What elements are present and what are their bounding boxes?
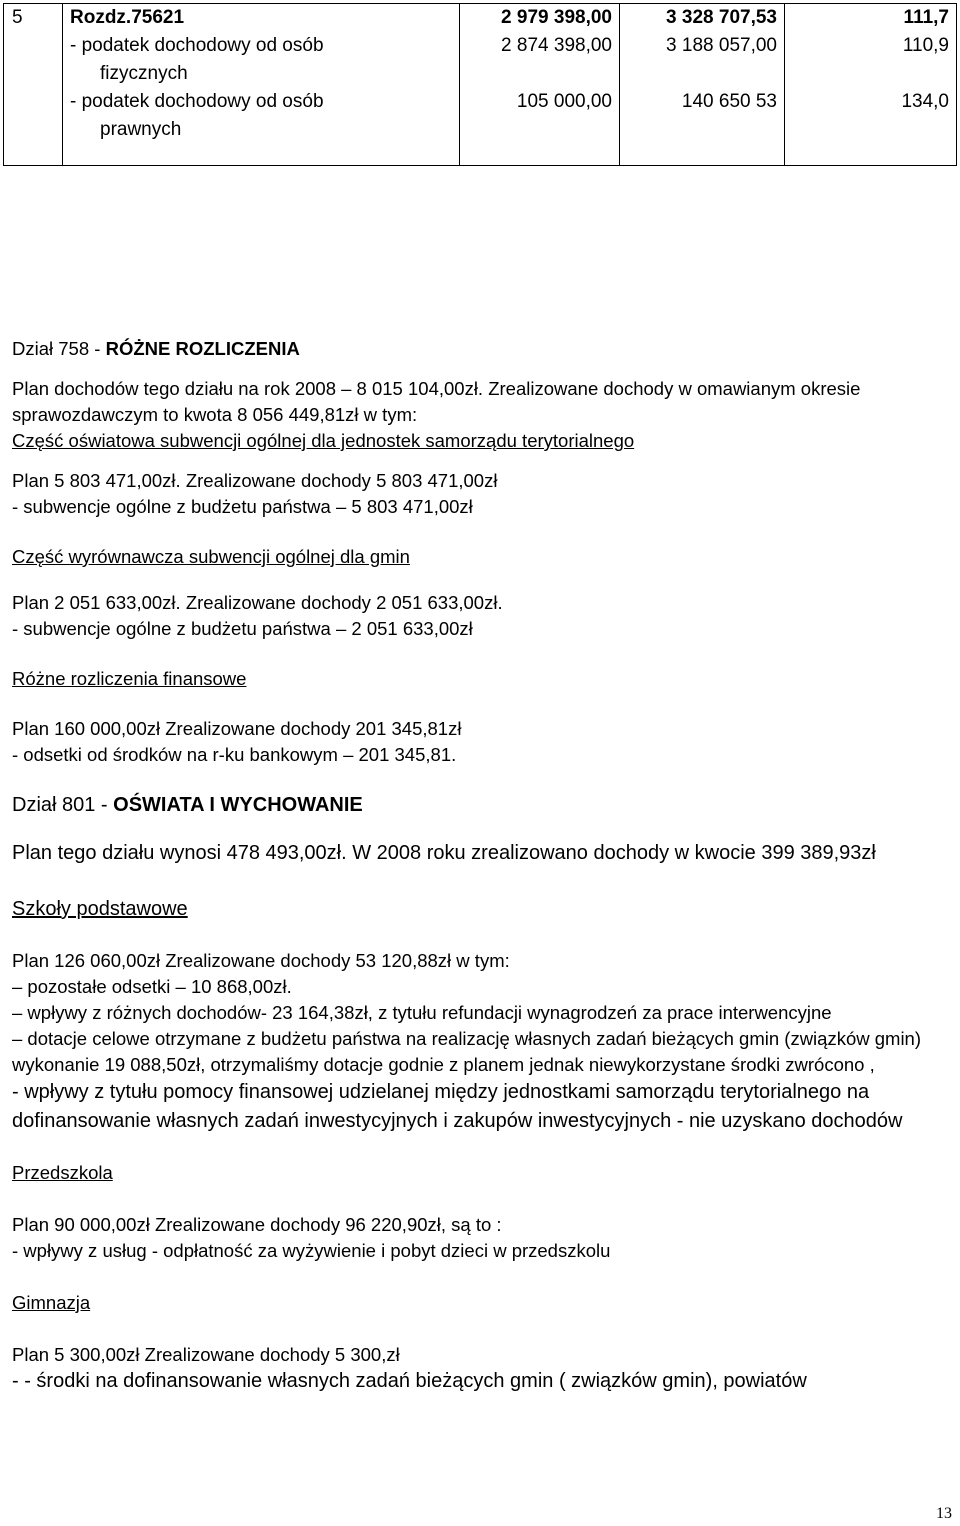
section-heading-758: Dział 758 - RÓŻNE ROZLICZENIA [12, 338, 300, 359]
execution-column [620, 4, 785, 166]
paragraph: Plan dochodów tego działu na rok 2008 – 8 015 104,00zł. Zrealizowane dochody w omawianym okresie [12, 378, 861, 399]
paragraph: Plan 126 060,00zł Zrealizowane dochody 53 120,88zł w tym: [12, 950, 510, 971]
list-item: – dotacje celowe otrzymane z budżetu państwa na realizację własnych zadań bieżących gmin (związków gmin) [12, 1028, 922, 1049]
execution-value: 3 188 057,00 [666, 35, 777, 56]
list-item: - wpływy z usług - odpłatność za wyżywienie i pobyt dzieci w przedszkolu [12, 1240, 611, 1261]
paragraph: sprawozdawczym to kwota 8 056 449,81zł w tym: [12, 404, 418, 425]
percent-value: 134,0 [901, 91, 949, 112]
list-item: - - środki na dofinansowanie własnych zadań bieżących gmin ( związków gmin), powiatów [12, 1370, 807, 1392]
item-label: fizycznych [100, 63, 188, 84]
paragraph: - odsetki od środków na r-ku bankowym – 201 345,81. [12, 744, 457, 765]
item-label: - podatek dochodowy od osób [70, 35, 324, 56]
subsection-heading: Część oświatowa subwencji ogólnej dla jednostek samorządu terytorialnego [12, 430, 635, 451]
list-item: – wpływy z różnych dochodów- 23 164,38zł, z tytułu refundacji wynagrodzeń za prace interwencyjne [12, 1002, 832, 1023]
paragraph: Plan 90 000,00zł Zrealizowane dochody 96 220,90zł, są to : [12, 1214, 502, 1235]
paragraph: Plan 160 000,00zł Zrealizowane dochody 201 345,81zł [12, 718, 462, 739]
subsection-heading: Różne rozliczenia finansowe [12, 668, 247, 689]
plan-value: 105 000,00 [516, 91, 612, 112]
section-heading-801: Dział 801 - OŚWIATA I WYCHOWANIE [12, 794, 363, 816]
page-number: 13 [936, 1505, 952, 1522]
subsection-heading: Przedszkola [12, 1162, 113, 1183]
subsection-heading: Część wyrównawcza subwencji ogólnej dla gmin [12, 546, 410, 567]
paragraph: Plan 5 803 471,00zł. Zrealizowane dochody 5 803 471,00zł [12, 470, 498, 491]
row-number: 5 [4, 4, 63, 166]
budget-table [3, 3, 957, 166]
subsection-heading: Gimnazja [12, 1292, 91, 1313]
item-label: - podatek dochodowy od osób [70, 91, 324, 112]
paragraph: Plan 2 051 633,00zł. Zrealizowane dochody 2 051 633,00zł. [12, 592, 503, 613]
paragraph: wykonanie 19 088,50zł, otrzymaliśmy dotacje godnie z planem jednak niewykorzystane środki zwrócono , [12, 1054, 875, 1075]
percent-value: 110,9 [902, 35, 949, 56]
paragraph: - subwencje ogólne z budżetu państwa – 5 803 471,00zł [12, 496, 473, 517]
percent-column [785, 4, 957, 166]
percent-total: 111,7 [903, 7, 949, 28]
execution-total: 3 328 707,53 [666, 7, 777, 28]
item-label: prawnych [100, 119, 182, 140]
chapter-label: Rozdz.75621 [70, 7, 185, 28]
paragraph: dofinansowanie własnych zadań inwestycyjnych i zakupów inwestycyjnych - nie uzyskano dochodów [12, 1110, 903, 1132]
plan-total: 2 979 398,00 [501, 7, 612, 28]
row-description [63, 4, 460, 166]
list-item: – pozostałe odsetki – 10 868,00zł. [12, 976, 292, 997]
paragraph: - subwencje ogólne z budżetu państwa – 2 051 633,00zł [12, 618, 473, 639]
plan-column [460, 4, 620, 166]
paragraph: Plan 5 300,00zł Zrealizowane dochody 5 300,zł [12, 1344, 400, 1365]
subsection-heading: Szkoły podstawowe [12, 898, 188, 920]
plan-value: 2 874 398,00 [501, 35, 612, 56]
paragraph: Plan tego działu wynosi 478 493,00zł. W 2008 roku zrealizowano dochody w kwocie 399 389,93zł [12, 842, 876, 864]
list-item: - wpływy z tytułu pomocy finansowej udzielanej między jednostkami samorządu terytorialnego na [12, 1081, 870, 1103]
table-row [4, 4, 957, 166]
execution-value: 140 650 53 [681, 91, 777, 112]
document-body [12, 336, 952, 1394]
